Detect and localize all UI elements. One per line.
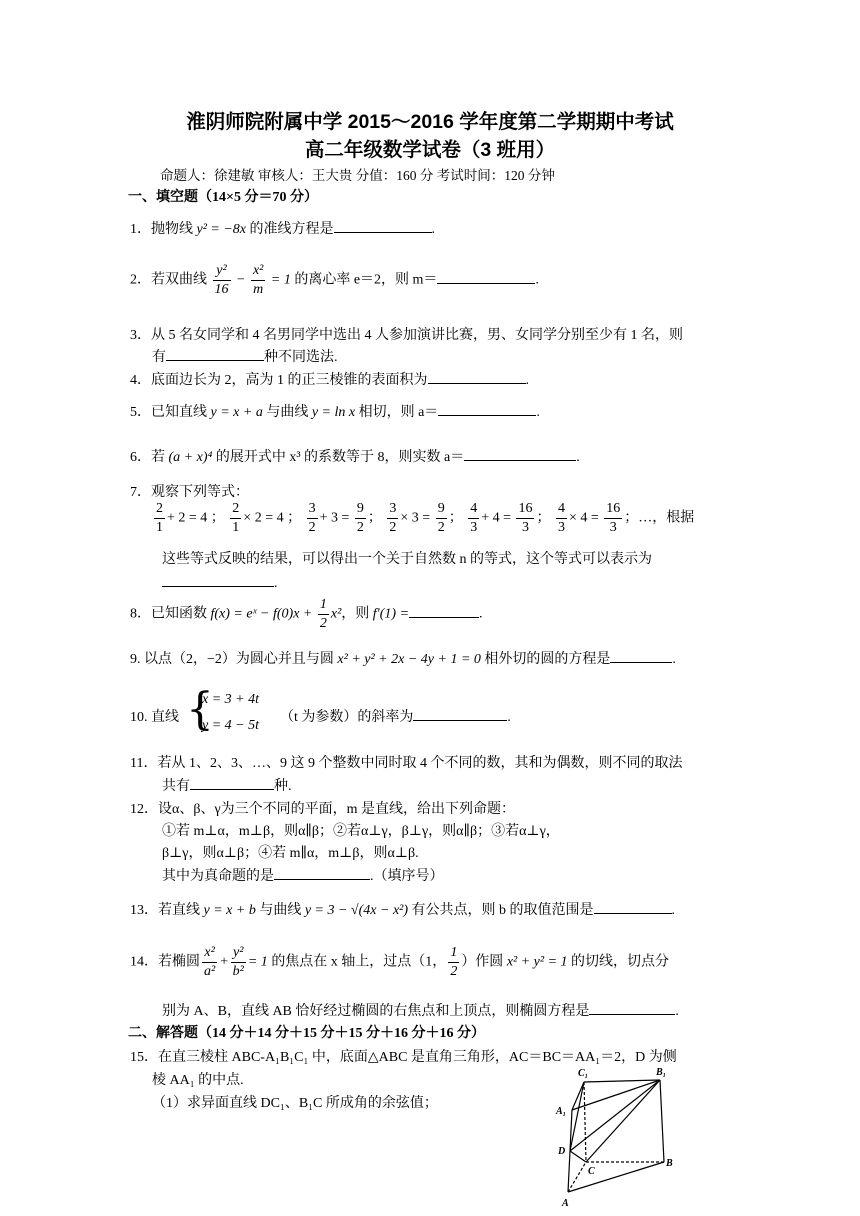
q8-end: . <box>479 606 483 622</box>
q10-text-2: （t 为参数）的斜率为 <box>280 710 414 725</box>
q9-text-2: 相外切的圆的方程是 <box>480 652 611 667</box>
q7-fraction-rest: ； <box>448 510 467 526</box>
question-9 <box>130 648 676 668</box>
question-12: 12．设α、β、γ为三个不同的平面，m 是直线，给出下列命题： <box>130 802 516 817</box>
q8-derivative: f′(1) = <box>372 606 410 622</box>
q7-fraction <box>230 500 241 537</box>
question-7-cont: 这些等式反映的结果，可以得出一个关于自然数 n 的等式，这个等式可以表示为 <box>162 552 652 567</box>
q5-text-3: 相切，则 a＝ <box>355 405 439 420</box>
q12-text-2: .（填序号） <box>370 869 444 884</box>
q3-text: 有 <box>152 350 166 365</box>
edge-b1b <box>660 1080 664 1162</box>
q1-end: . <box>431 222 436 237</box>
q9-end: . <box>672 652 676 667</box>
section-fill-heading: 一、填空题（14×5 分＝70 分） <box>128 190 318 205</box>
segment-dc <box>570 1151 586 1162</box>
q14-frac-2-num: y² <box>231 944 246 963</box>
q6-answer-blank[interactable] <box>464 446 576 461</box>
q2-frac-1-den: 16 <box>214 282 229 297</box>
question-15: 15．在直三棱柱 ABC-A₁B₁C₁ 中，底面△ABC 是直角三角形，AC＝BC＝AA₁＝2，D 为侧 <box>130 1050 677 1065</box>
question-11: 11．若从 1、2、3、…、9 这 9 个整数中同时取 4 个不同的数，其和为偶数，则不同的取法 <box>130 756 683 771</box>
q4-answer-blank[interactable] <box>428 369 526 384</box>
q1-equation: y² = −8x <box>196 222 247 237</box>
q14-text-5: 别为 A、B，直线 AB 恰好经过椭圆的右焦点和上顶点，则椭圆方程是 <box>162 1004 590 1019</box>
q2-frac-2-den: m <box>253 282 264 297</box>
q7-fraction-den: 3 <box>521 520 529 535</box>
q14-frac-1-num: x² <box>202 944 217 963</box>
q10-brace: { <box>186 684 214 735</box>
q8-text: 8．已知函数 <box>130 606 211 622</box>
question-2 <box>130 262 539 299</box>
q6-end: . <box>576 450 580 465</box>
question-3-cont <box>152 346 338 366</box>
q7-fraction-rest: + 2 = 4 ； <box>167 510 229 526</box>
label-b: B <box>666 1158 673 1169</box>
q6-text-2: 的展开式中 x³ 的系数等于 8，则实数 a＝ <box>212 450 465 465</box>
q7-fraction <box>556 500 567 537</box>
q8-frac-den: 2 <box>319 616 327 631</box>
q5-answer-blank[interactable] <box>438 401 536 416</box>
q11-text-2: 种. <box>274 779 292 794</box>
q5-curve-equation: y = ln x <box>311 405 356 420</box>
q7-fraction-rest: + 3 = <box>319 510 353 526</box>
q9-circle-equation: x² + y² + 2x − 4y + 1 = 0 <box>337 652 481 667</box>
q14-text-4: 的切线，切点分 <box>567 954 670 970</box>
exam-title: 淮阴师院附属中学 2015～2016 学年度第二学期期中考试 <box>186 111 674 133</box>
q14-text: 14．若椭圆 <box>130 954 200 970</box>
question-1 <box>130 218 435 238</box>
q7-fraction-den: 1 <box>156 520 163 535</box>
q7-end: . <box>274 576 278 591</box>
label-b1: B₁ <box>656 1067 667 1078</box>
q2-text-2: 的离心率 e＝2，则 m＝ <box>294 272 438 288</box>
q14-point-frac-den: 2 <box>450 964 458 979</box>
q13-text-3: 有公共点，则 b 的取值范围是 <box>408 903 594 918</box>
question-12-line-3: β⊥γ，则α⊥β；④若 m∥α，m⊥β，则α⊥β. <box>162 846 419 861</box>
edge-ab <box>568 1162 664 1192</box>
q14-eq: = 1 <box>247 954 272 970</box>
question-4 <box>130 369 529 389</box>
q7-fraction-num: 4 <box>468 500 479 519</box>
q7-fraction-den: 2 <box>356 520 364 535</box>
question-11-cont <box>162 775 292 795</box>
q2-frac-1 <box>213 262 231 299</box>
q13-text: 13．若直线 <box>130 903 204 918</box>
q2-eq: = 1 <box>267 272 295 288</box>
q8-frac <box>318 596 329 633</box>
question-7-cont-2 <box>162 572 278 592</box>
q7-fraction-den: 2 <box>437 520 445 535</box>
q7-fraction-den: 3 <box>557 520 565 535</box>
q12-answer-blank[interactable] <box>274 865 370 880</box>
q7-fraction <box>436 500 447 537</box>
q2-end: . <box>535 272 539 288</box>
q7-fraction-rest: × 3 = <box>400 510 434 526</box>
q7-fraction <box>516 500 534 537</box>
q7-fraction-rest: ；…，根据 <box>624 510 695 526</box>
q7-fraction <box>468 500 479 537</box>
q11-answer-blank[interactable] <box>190 775 274 790</box>
q3-text-2: 种不同选法. <box>264 350 338 365</box>
question-12-line-2: ①若 m⊥α，m⊥β，则α∥β；②若α⊥γ，β⊥γ，则α∥β；③若α⊥γ， <box>162 824 560 839</box>
q7-fraction-rest: × 2 = 4 ； <box>243 510 305 526</box>
q7-fraction-rest: + 4 = <box>481 510 515 526</box>
q2-frac-2 <box>251 262 265 299</box>
question-14 <box>130 944 669 981</box>
question-13 <box>130 899 675 919</box>
q5-end: . <box>536 405 540 420</box>
q6-expression: (a + x)⁴ <box>168 450 213 465</box>
question-5 <box>130 401 540 421</box>
q14-frac-2-den: b² <box>232 964 244 979</box>
q10-end: . <box>507 710 511 725</box>
q4-text: 4．底面边长为 2，高为 1 的正三棱锥的表面积为 <box>130 373 428 388</box>
q13-curve-equation: y = 3 − √(4x − x²) <box>304 903 409 918</box>
q7-fraction-num: 9 <box>355 500 366 519</box>
q7-fraction-num: 3 <box>307 500 318 519</box>
q7-fraction <box>355 500 366 537</box>
q8-function-2: x² <box>330 606 342 622</box>
q7-fraction-num: 16 <box>516 500 534 519</box>
q1-text-2: 的准线方程是 <box>246 222 334 237</box>
q14-plus: + <box>219 954 229 970</box>
q5-text-2: 与曲线 <box>262 405 312 420</box>
q7-fraction-den: 2 <box>389 520 397 535</box>
q5-text: 5．已知直线 <box>130 405 211 420</box>
question-3: 3．从 5 名女同学和 4 名男同学中选出 4 人参加演讲比赛，男、女同学分别至少有 1 名，则 <box>130 328 683 343</box>
q2-frac-1-num: y² <box>213 262 231 281</box>
q2-answer-blank[interactable] <box>437 269 535 284</box>
q13-line-equation: y = x + b <box>203 903 256 918</box>
q10-answer-blank[interactable] <box>413 706 507 721</box>
q1-answer-blank[interactable] <box>334 218 432 233</box>
q9-answer-blank[interactable] <box>610 648 672 663</box>
q14-circle-equation: x² + y² = 1 <box>506 954 568 970</box>
q7-fraction-rest: ； <box>536 510 554 526</box>
edge-c1c <box>584 1082 586 1162</box>
q1-text: 1．抛物线 <box>130 222 197 237</box>
q7-fraction-den: 3 <box>470 520 478 535</box>
question-14-cont <box>162 1000 679 1020</box>
prism-figure <box>548 1062 688 1212</box>
q7-fraction <box>604 500 622 537</box>
label-d: D <box>558 1146 566 1157</box>
q14-frac-1-den: a² <box>204 964 216 979</box>
q14-answer-blank[interactable] <box>589 1000 675 1015</box>
q10-text-2-wrap <box>280 706 511 726</box>
segment-db1 <box>570 1080 660 1151</box>
q7-fraction-num: 3 <box>387 500 398 519</box>
exam-meta: 命题人：徐建敏 审核人：王大贵 分值：160 分 考试时间：120 分钟 <box>160 168 555 183</box>
q7-fraction-num: 16 <box>604 500 622 519</box>
question-7: 7．观察下列等式： <box>130 485 249 500</box>
q3-answer-blank[interactable] <box>166 346 264 361</box>
section-solve-heading: 二、解答题（14 分＋14 分＋15 分＋15 分＋16 分＋16 分） <box>128 1026 485 1041</box>
q7-fraction-num: 2 <box>230 500 241 519</box>
q7-fraction <box>154 500 165 537</box>
q5-line-equation: y = x + a <box>210 405 263 420</box>
q10-text: 10. 直线 <box>130 710 179 725</box>
q14-frac-2 <box>231 944 246 981</box>
q10-eq-y: y = 4 − 5t <box>202 718 259 733</box>
question-15-cont: 棱 AA₁ 的中点. <box>152 1073 244 1088</box>
q7-fraction-num: 2 <box>154 500 165 519</box>
q7-fraction-rest: ； <box>367 510 386 526</box>
label-a1: A₁ <box>556 1106 567 1117</box>
q7-fraction-den: 2 <box>308 520 316 535</box>
question-8 <box>130 596 483 633</box>
q7-fraction-num: 4 <box>556 500 567 519</box>
question-6 <box>130 446 580 466</box>
q6-text: 6．若 <box>130 450 169 465</box>
q7-fraction <box>307 500 318 537</box>
q13-answer-blank[interactable] <box>594 899 672 914</box>
question-12-line-4 <box>162 865 444 885</box>
q10-eq-x: x = 3 + 4t <box>202 692 259 707</box>
q7-answer-blank[interactable] <box>162 572 274 587</box>
q8-frac-num: 1 <box>318 596 329 615</box>
edge-a1c1 <box>572 1082 584 1110</box>
q12-text: 其中为真命题的是 <box>162 869 274 884</box>
question-15-part-1: （1）求异面直线 DC₁、B₁C 所成角的余弦值； <box>152 1096 438 1111</box>
label-c1: C₁ <box>578 1068 589 1079</box>
q7-fraction-den: 1 <box>232 520 240 535</box>
q8-text-2: ，则 <box>341 606 373 622</box>
q7-fraction-num: 9 <box>436 500 447 519</box>
q14-frac-1 <box>202 944 217 981</box>
q4-end: . <box>525 373 529 388</box>
q2-frac-2-num: x² <box>251 262 265 281</box>
q13-text-2: 与曲线 <box>255 903 305 918</box>
q9-text: 9. 以点（2，−2）为圆心并且与圆 <box>130 652 338 667</box>
label-a: A <box>562 1198 569 1209</box>
q7-fraction-rest: × 4 = <box>568 510 603 526</box>
q8-answer-blank[interactable] <box>409 603 479 618</box>
q8-function: f(x) = eˣ − f(0)x + <box>210 606 316 622</box>
q14-text-3: ）作圆 <box>461 954 507 970</box>
q2-minus: − <box>232 272 249 288</box>
q7-equations <box>152 500 694 537</box>
q14-point-frac <box>448 944 459 981</box>
q14-end: . <box>675 1004 679 1019</box>
q7-fraction-den: 3 <box>609 520 617 535</box>
q13-end: . <box>671 903 676 918</box>
q14-point-frac-num: 1 <box>448 944 459 963</box>
q7-fraction <box>387 500 398 537</box>
exam-subtitle: 高二年级数学试卷（3 班用） <box>304 139 556 161</box>
edge-c1b1 <box>584 1080 660 1082</box>
q2-text: 2．若双曲线 <box>130 272 211 288</box>
label-c: C <box>588 1166 595 1177</box>
q11-text: 共有 <box>162 779 190 794</box>
q14-text-2: 的焦点在 x 轴上，过点（1， <box>271 954 447 970</box>
